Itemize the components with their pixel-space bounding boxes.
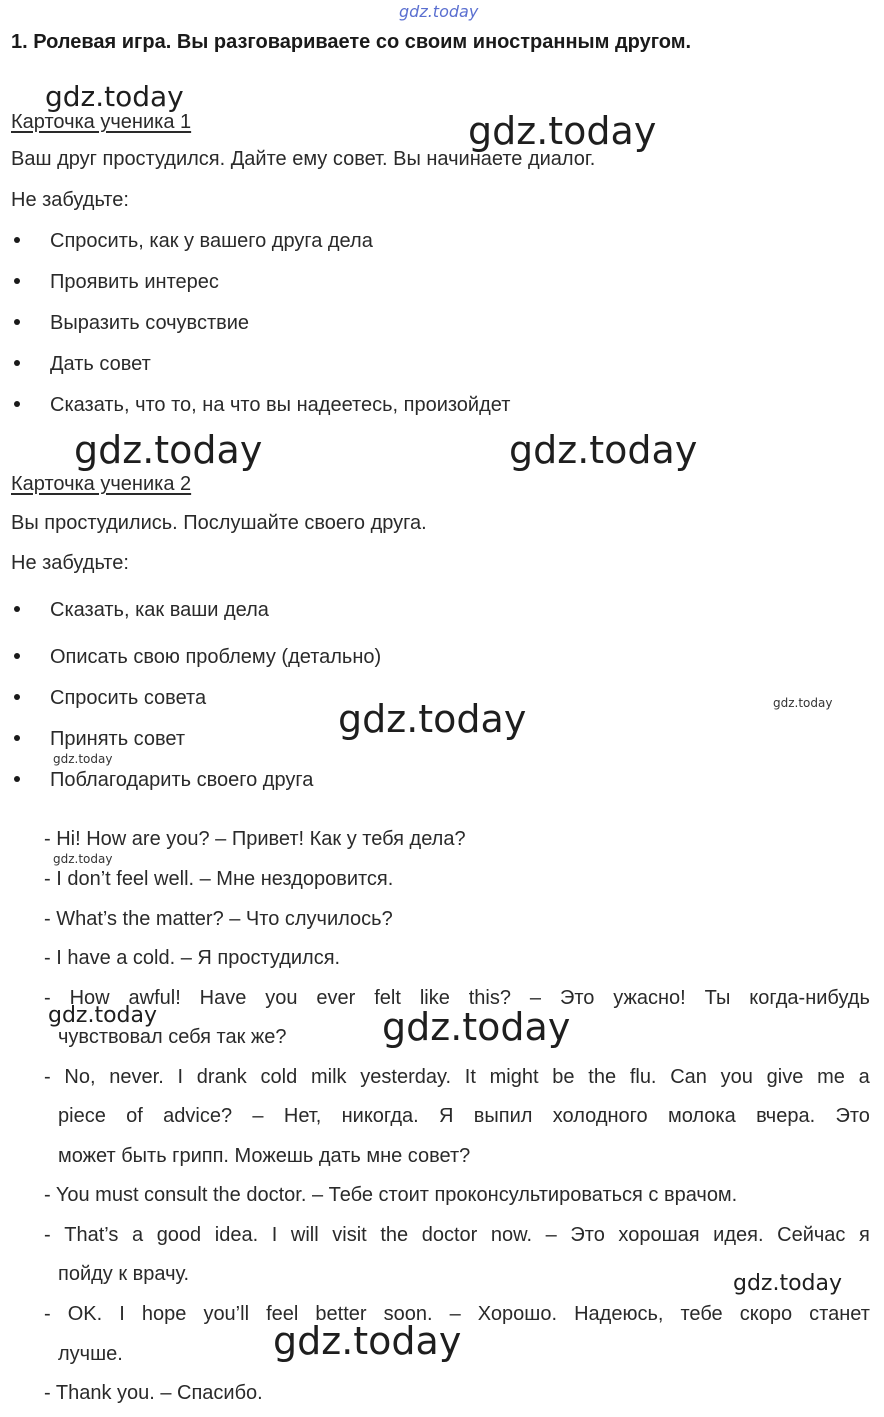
bullet-icon bbox=[14, 401, 20, 407]
card1-list-item: Дать совет bbox=[14, 353, 151, 376]
word: a bbox=[131, 1224, 144, 1246]
word: Ты bbox=[704, 987, 731, 1009]
word: good bbox=[156, 1224, 202, 1246]
watermark: gdz.today bbox=[48, 1003, 158, 1028]
word: I bbox=[119, 1303, 125, 1325]
word: – bbox=[449, 1303, 461, 1325]
word: feel bbox=[266, 1303, 299, 1325]
watermark: gdz.today bbox=[468, 109, 657, 153]
word: молока bbox=[667, 1105, 736, 1127]
watermark: gdz.today bbox=[273, 1319, 462, 1363]
word: visit bbox=[332, 1224, 367, 1246]
dialogue-line-continuation: чувствовал себя так же? bbox=[58, 1026, 287, 1048]
word: That’s bbox=[64, 1224, 119, 1246]
word: холодного bbox=[552, 1105, 648, 1127]
word: Can bbox=[670, 1066, 707, 1088]
word: How bbox=[69, 987, 110, 1009]
word: doctor bbox=[421, 1224, 478, 1246]
dialogue-line: - What’s the matter? – Что случилось? bbox=[44, 908, 393, 930]
card1-list-item: Выразить сочувствие bbox=[14, 312, 249, 335]
word: felt bbox=[374, 987, 401, 1009]
word: yesterday. bbox=[360, 1066, 452, 1088]
watermark-top: gdz.today bbox=[399, 2, 479, 21]
word: - bbox=[44, 1066, 51, 1088]
dialogue-line: - I don’t feel well. – Мне нездоровится. bbox=[44, 868, 394, 890]
bullet-icon bbox=[14, 694, 20, 700]
word: of bbox=[126, 1105, 143, 1127]
watermark: gdz.today bbox=[53, 752, 113, 766]
word: Хорошо. bbox=[477, 1303, 558, 1325]
card2-list-item: Принять совет bbox=[14, 728, 185, 751]
bullet-icon bbox=[14, 653, 20, 659]
word: idea. bbox=[214, 1224, 259, 1246]
card1-list-item: Спросить, как у вашего друга дела bbox=[14, 230, 373, 253]
word: Нет, bbox=[283, 1105, 322, 1127]
card1-list-item: Проявить интерес bbox=[14, 271, 219, 294]
word: the bbox=[588, 1066, 617, 1088]
card2-list-item: Сказать, как ваши дела bbox=[14, 599, 269, 622]
word: will bbox=[290, 1224, 319, 1246]
dialogue-line-continuation: лучше. bbox=[58, 1343, 123, 1365]
word: ever bbox=[316, 987, 356, 1009]
word: - bbox=[44, 987, 51, 1009]
watermark: gdz.today bbox=[53, 852, 113, 866]
dialogue-line-continuation: может быть грипп. Можешь дать мне совет? bbox=[58, 1145, 471, 1167]
word: awful! bbox=[128, 987, 181, 1009]
word: Сейчас bbox=[777, 1224, 846, 1246]
word: It bbox=[464, 1066, 476, 1088]
word: me bbox=[817, 1066, 845, 1088]
dialogue-line-justified bbox=[44, 1224, 870, 1247]
word: вчера. bbox=[756, 1105, 816, 1127]
dialogue-line-justified bbox=[44, 987, 870, 1010]
bullet-icon bbox=[14, 360, 20, 366]
word: a bbox=[858, 1066, 870, 1088]
word: - bbox=[44, 1224, 51, 1246]
word: now. bbox=[490, 1224, 533, 1246]
card1-task: Ваш друг простудился. Дайте ему совет. Вы начинаете диалог. bbox=[11, 148, 596, 170]
bullet-icon bbox=[14, 735, 20, 741]
word: тебе bbox=[680, 1303, 723, 1325]
word: might bbox=[489, 1066, 539, 1088]
word: Надеюсь, bbox=[574, 1303, 664, 1325]
word: be bbox=[552, 1066, 575, 1088]
dialogue-line-justified bbox=[44, 1066, 870, 1089]
bullet-icon bbox=[14, 776, 20, 782]
watermark: gdz.today bbox=[382, 1005, 571, 1049]
card2-heading: Карточка ученика 2 bbox=[11, 473, 192, 495]
word: Это bbox=[570, 1224, 605, 1246]
word: advice? bbox=[163, 1105, 233, 1127]
word: я bbox=[859, 1224, 870, 1246]
word: – bbox=[252, 1105, 264, 1127]
card2-list-item: Спросить совета bbox=[14, 687, 206, 710]
word: хорошая bbox=[618, 1224, 700, 1246]
word: never. bbox=[109, 1066, 164, 1088]
word: this? bbox=[468, 987, 511, 1009]
word: Это bbox=[835, 1105, 870, 1127]
dialogue-line-justified bbox=[44, 1303, 870, 1326]
word: milk bbox=[310, 1066, 347, 1088]
word: soon. bbox=[383, 1303, 433, 1325]
word: Это bbox=[559, 987, 595, 1009]
word: you bbox=[720, 1066, 753, 1088]
word: I bbox=[177, 1066, 184, 1088]
word: piece bbox=[58, 1105, 106, 1127]
watermark: gdz.today bbox=[338, 697, 527, 741]
bullet-icon bbox=[14, 237, 20, 243]
dialogue-line: - Hi! How are you? – Привет! Как у тебя дела? bbox=[44, 828, 466, 850]
card1-heading: Карточка ученика 1 bbox=[11, 111, 192, 133]
word: No, bbox=[64, 1066, 96, 1088]
dialogue-line: - Thank you. – Спасибо. bbox=[44, 1382, 263, 1404]
word: you bbox=[265, 987, 298, 1009]
bullet-icon bbox=[14, 278, 20, 284]
watermark: gdz.today bbox=[74, 428, 263, 472]
word: OK. bbox=[67, 1303, 103, 1325]
card2-reminder: Не забудьте: bbox=[11, 552, 129, 574]
word: Я bbox=[439, 1105, 454, 1127]
watermark: gdz.today bbox=[509, 428, 698, 472]
card1-reminder: Не забудьте: bbox=[11, 189, 129, 211]
watermark: gdz.today bbox=[733, 1271, 843, 1296]
word: – bbox=[529, 987, 542, 1009]
dialogue-line-continuation: пойду к врачу. bbox=[58, 1263, 190, 1285]
card2-list-item: Описать свою проблему (детально) bbox=[14, 646, 381, 669]
word: drank bbox=[196, 1066, 247, 1088]
dialogue-line-justified bbox=[58, 1105, 870, 1128]
card1-list-item: Сказать, что то, на что вы надеетесь, произойдет bbox=[14, 394, 510, 417]
word: никогда. bbox=[341, 1105, 419, 1127]
word: you’ll bbox=[203, 1303, 250, 1325]
word: скоро bbox=[739, 1303, 793, 1325]
word: ужасно! bbox=[613, 987, 686, 1009]
word: Have bbox=[199, 987, 247, 1009]
dialogue-line: - You must consult the doctor. – Тебе стоит проконсультироваться с врачом. bbox=[44, 1184, 738, 1206]
watermark: gdz.today bbox=[45, 80, 184, 113]
word: better bbox=[315, 1303, 367, 1325]
word: станет bbox=[809, 1303, 870, 1325]
word: - bbox=[44, 1303, 51, 1325]
word: выпил bbox=[473, 1105, 533, 1127]
card2-list-item: Поблагодарить своего друга bbox=[14, 769, 313, 792]
word: the bbox=[380, 1224, 409, 1246]
card2-task: Вы простудились. Послушайте своего друга. bbox=[11, 512, 427, 534]
word: когда-нибудь bbox=[749, 987, 870, 1009]
word: идея. bbox=[713, 1224, 764, 1246]
watermark: gdz.today bbox=[773, 696, 833, 710]
word: give bbox=[766, 1066, 804, 1088]
bullet-icon bbox=[14, 606, 20, 612]
word: I bbox=[271, 1224, 278, 1246]
word: like bbox=[419, 987, 450, 1009]
word: cold bbox=[260, 1066, 298, 1088]
bullet-icon bbox=[14, 319, 20, 325]
dialogue-line: - I have a cold. – Я простудился. bbox=[44, 947, 341, 969]
word: hope bbox=[141, 1303, 187, 1325]
word: – bbox=[545, 1224, 557, 1246]
exercise-title: 1. Ролевая игра. Вы разговариваете со своим иностранным другом. bbox=[11, 31, 692, 53]
word: flu. bbox=[629, 1066, 657, 1088]
